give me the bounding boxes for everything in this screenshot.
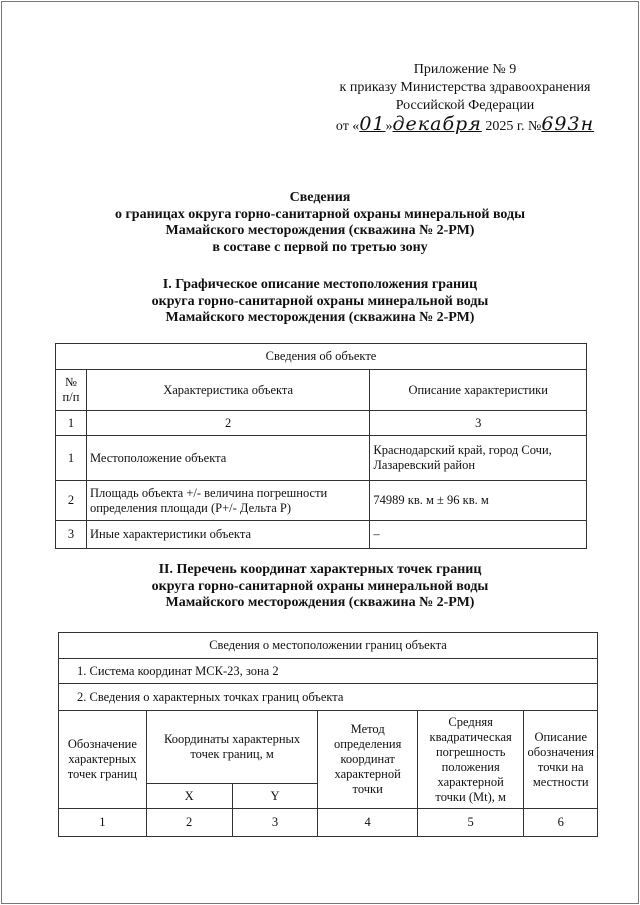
header-cell: Средняя квадратическая погрешность положения характерной точки (Mt), м (417, 711, 524, 809)
table-caption: Сведения о местоположении границ объекта (59, 633, 598, 659)
cell: – (370, 521, 587, 549)
appendix-number: Приложение № 9 (413, 62, 517, 77)
points-caption: 2. Сведения о характерных точках границ объекта (59, 684, 598, 711)
heading-line: Мамайского месторождения (скважина № 2-РМ) (165, 310, 475, 325)
handwritten-number: 693н (541, 113, 595, 135)
cell: Площадь объекта +/- величина погрешности определения площади (Р+/- Дельта Р) (86, 481, 369, 521)
handwritten-day: 01 (359, 113, 386, 135)
header-cell: Характеристика объекта (86, 370, 369, 411)
document-title (0, 190, 640, 256)
header-cell: Описание обозначения точки на местности (524, 711, 598, 809)
cell: 74989 кв. м ± 96 кв. м (370, 481, 587, 521)
coordinates-table (58, 632, 598, 837)
column-number: 2 (86, 411, 369, 436)
section2-heading (0, 562, 640, 612)
header-cell: Описание характеристики (370, 370, 587, 411)
title-line: о границах округа горно-санитарной охраны минеральной воды (114, 206, 526, 222)
handwritten-month: декабря (392, 113, 482, 135)
table-row (56, 436, 587, 481)
column-number: 1 (56, 411, 87, 436)
appendix-order: к приказу Министерства здравоохранения (339, 80, 591, 95)
table-caption: Сведения об объекте (56, 344, 587, 370)
date-mid: » (385, 119, 393, 134)
object-info-table (55, 343, 587, 549)
header-cell: Метод определения координат характерной точки (318, 711, 417, 809)
heading-line: I. Графическое описание местоположения границ (162, 277, 478, 292)
heading-line: II. Перечень координат характерных точек границ (158, 562, 482, 577)
date-year: 2025 г. № (485, 119, 542, 134)
cell: Иные характеристики объекта (86, 521, 369, 549)
appendix-federation: Российской Федерации (395, 98, 535, 113)
column-number: 5 (417, 809, 524, 837)
appendix-block (300, 61, 630, 136)
date-prefix: от « (335, 119, 360, 134)
subheader-y: Y (232, 784, 318, 809)
column-number: 3 (232, 809, 318, 837)
header-cell: № п/п (56, 370, 87, 411)
appendix-date (300, 115, 630, 136)
section1-heading (0, 277, 640, 327)
cell: 1 (56, 436, 87, 481)
header-cell: Координаты характерных точек границ, м (146, 711, 318, 784)
header-cell: Обозначение характерных точек границ (59, 711, 147, 809)
heading-line: Мамайского месторождения (скважина № 2-РМ) (165, 595, 475, 610)
column-number: 4 (318, 809, 417, 837)
table-row (56, 481, 587, 521)
cell: Краснодарский край, город Сочи, Лазаревский район (370, 436, 587, 481)
coordinate-system: 1. Система координат МСК-23, зона 2 (59, 659, 598, 684)
cell: Местоположение объекта (86, 436, 369, 481)
column-number: 6 (524, 809, 598, 837)
subheader-x: X (146, 784, 232, 809)
title-line: Сведения (289, 190, 351, 205)
cell: 2 (56, 481, 87, 521)
column-number: 2 (146, 809, 232, 837)
title-line: Мамайского месторождения (скважина № 2-РМ) (165, 223, 475, 238)
heading-line: округа горно-санитарной охраны минеральной воды (151, 578, 489, 594)
table-row (56, 521, 587, 549)
cell: 3 (56, 521, 87, 549)
title-line: в составе с первой по третью зону (212, 239, 428, 255)
column-number: 1 (59, 809, 147, 837)
column-number: 3 (370, 411, 587, 436)
heading-line: округа горно-санитарной охраны минеральной воды (151, 293, 489, 309)
